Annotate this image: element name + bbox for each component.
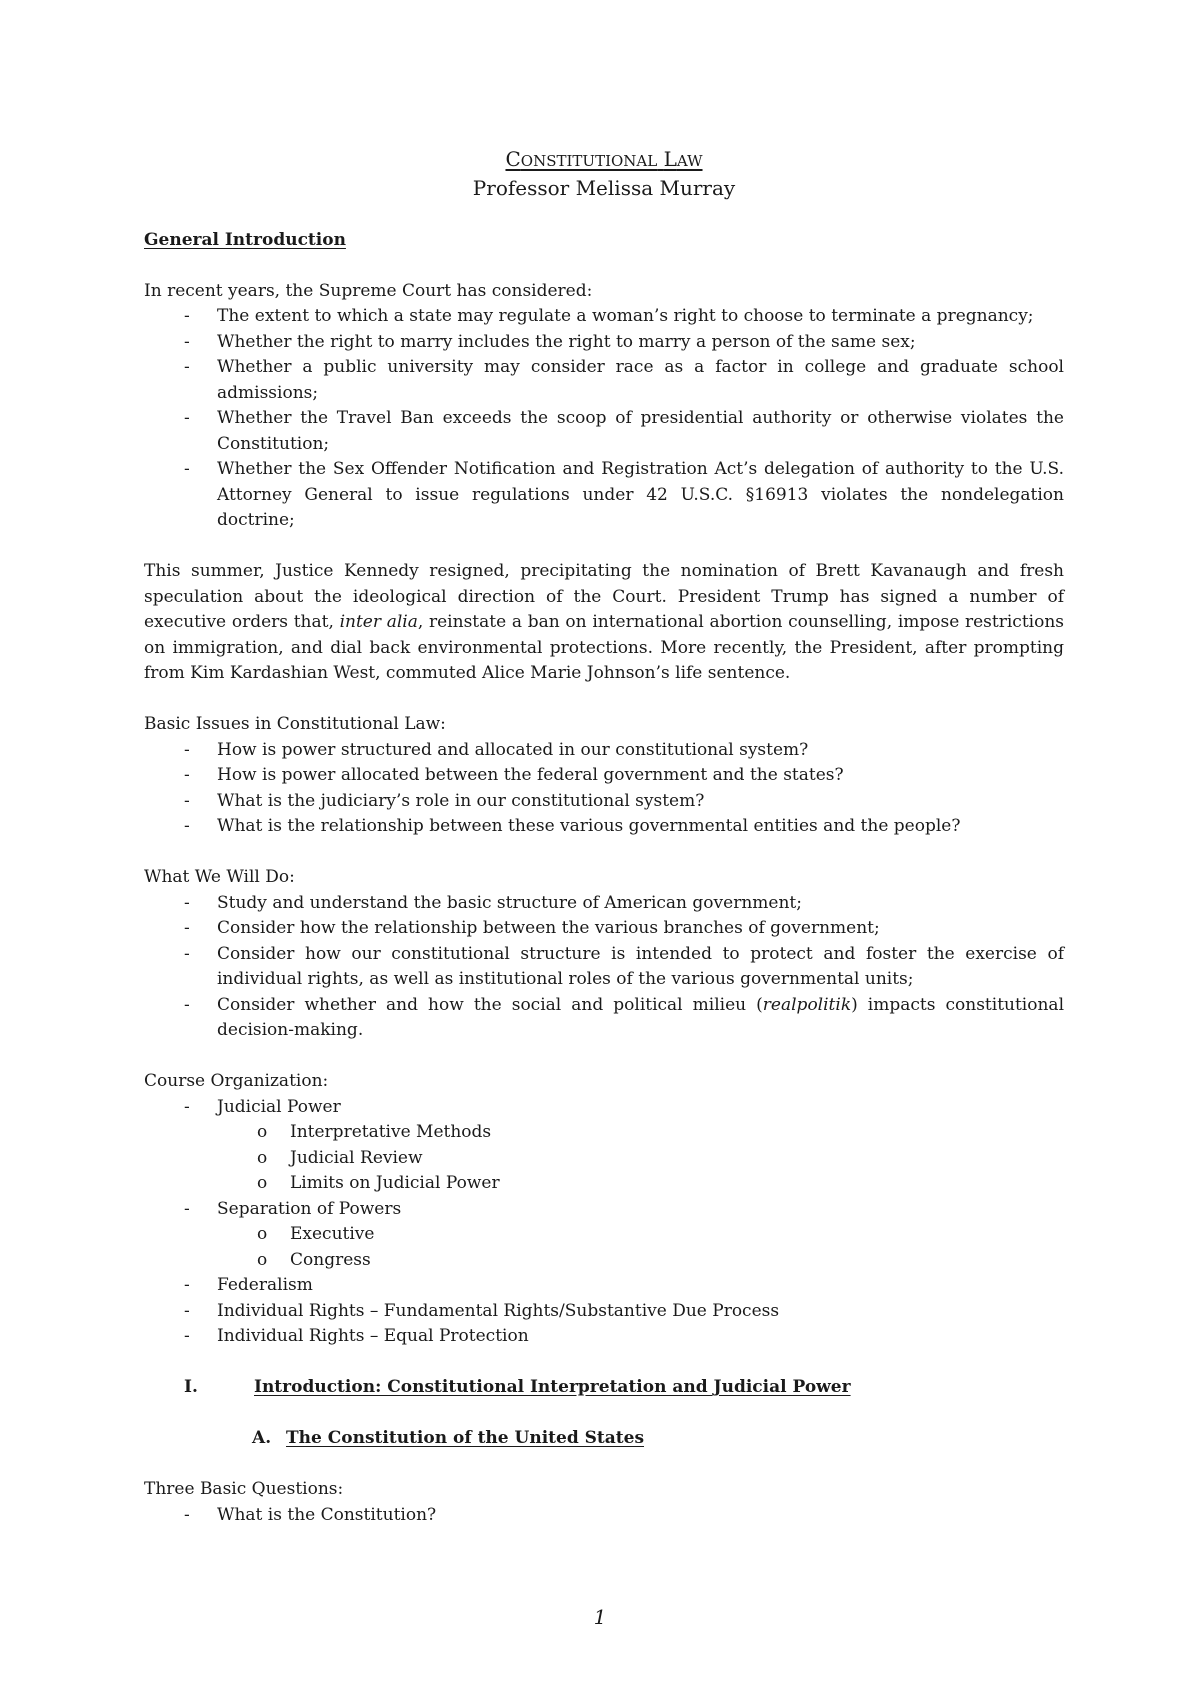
course-org-list (144, 1095, 1064, 1350)
list-item: - How is power allocated between the federal government and the states? (184, 765, 844, 785)
separation-sub-list (217, 1222, 1064, 1273)
list-item: - Individual Rights – Equal Protection (184, 1326, 529, 1346)
list-item: - Consider how the relationship between the various branches of government; (184, 918, 880, 938)
basic-issues-label: Basic Issues in Constitutional Law: (144, 714, 446, 734)
intro-list (144, 304, 1064, 534)
professor-name: Professor Melissa Murray (472, 176, 736, 200)
subsection-letter: A. (252, 1428, 272, 1448)
sub-list-item: o Judicial Review (257, 1147, 423, 1168)
list-item: - What is the judiciary’s role in our constitutional system? (184, 790, 705, 811)
title-rest-1: ONSTITUTIONAL (520, 152, 658, 170)
sub-list-item: o Congress (257, 1249, 371, 1270)
list-item: - Whether the right to marry includes the right to marry a person of the same sex; (184, 331, 916, 352)
section-title: Introduction: Constitutional Interpretation and Judicial Power (254, 1377, 851, 1397)
three-questions-label: Three Basic Questions: (144, 1479, 344, 1499)
list-item: - Federalism (184, 1275, 313, 1295)
three-questions-list (144, 1503, 1064, 1529)
list-item: - Judicial Power o Interpretative Methods o Judicial Review o Limits on Judicial Power (144, 1095, 1064, 1197)
course-org-label: Course Organization: (144, 1071, 329, 1091)
list-item: - Separation of Powers o Executive o Congress (144, 1197, 1064, 1274)
document-body (144, 146, 1064, 1528)
judicial-sub-list (217, 1120, 1064, 1197)
list-item: - Whether the Travel Ban exceeds the scoop of presidential authority or otherwise violates the Constitution; (184, 408, 1064, 454)
section-one-heading (144, 1375, 1064, 1401)
intro-line: In recent years, the Supreme Court has considered: (144, 280, 593, 301)
list-item: - Consider whether and how the social and political milieu (realpolitik) impacts constitutional decision-making. (184, 994, 1065, 1040)
subsection-title: The Constitution of the United States (286, 1428, 645, 1448)
subsection-a-heading (144, 1426, 1064, 1452)
general-intro-heading: General Introduction (144, 229, 346, 250)
list-item: - The extent to which a state may regulate a woman’s right to choose to terminate a pregnancy; (184, 306, 1034, 326)
list-item: - Consider how our constitutional structure is intended to protect and foster the exercise of individual rights, as well as institutional roles of the various governmental units; (184, 943, 1064, 989)
basic-issues-list (144, 738, 1064, 840)
list-item: - Whether the Sex Offender Notification and Registration Act’s delegation of authority to the U.S. Attorney General to issue regulations under 42 U.S.C. §16913 violates the nondelegation doctrine; (184, 459, 1064, 530)
what-we-will-do-list (144, 891, 1064, 1044)
list-item: - Individual Rights – Fundamental Rights/Substantive Due Process (184, 1300, 780, 1321)
document-title (144, 146, 1064, 174)
list-item: - What is the relationship between these various governmental entities and the people? (184, 816, 961, 836)
summer-paragraph: This summer, Justice Kennedy resigned, precipitating the nomination of Brett Kavanaugh and fresh speculation about the ideological direction of the Court. President Trump has signed a number of executive orders that, inter alia, reinstate a ban on international abortion counselling, impose restrictions on immigration, and dial back environmental protections. More recently, the President, after prompting from Kim Kardashian West, commuted Alice Marie Johnson’s life sentence. (144, 561, 1064, 683)
list-item: - Whether a public university may consider race as a factor in college and graduate school admissions; (184, 357, 1064, 403)
list-item: - What is the Constitution? (184, 1504, 437, 1525)
title-rest-2: AW (676, 152, 703, 170)
title-cap-c: C (505, 147, 521, 171)
page-number: 1 (593, 1605, 607, 1629)
list-item: - Study and understand the basic structure of American government; (184, 892, 802, 913)
sub-list-item: o Interpretative Methods (257, 1122, 492, 1142)
sub-list-item: o Limits on Judicial Power (257, 1173, 500, 1193)
title-cap-l: L (663, 147, 677, 171)
section-number: I. (184, 1377, 198, 1397)
what-we-will-do-label: What We Will Do: (144, 867, 295, 887)
list-item: - How is power structured and allocated in our constitutional system? (184, 739, 809, 760)
sub-list-item: o Executive (257, 1224, 375, 1244)
